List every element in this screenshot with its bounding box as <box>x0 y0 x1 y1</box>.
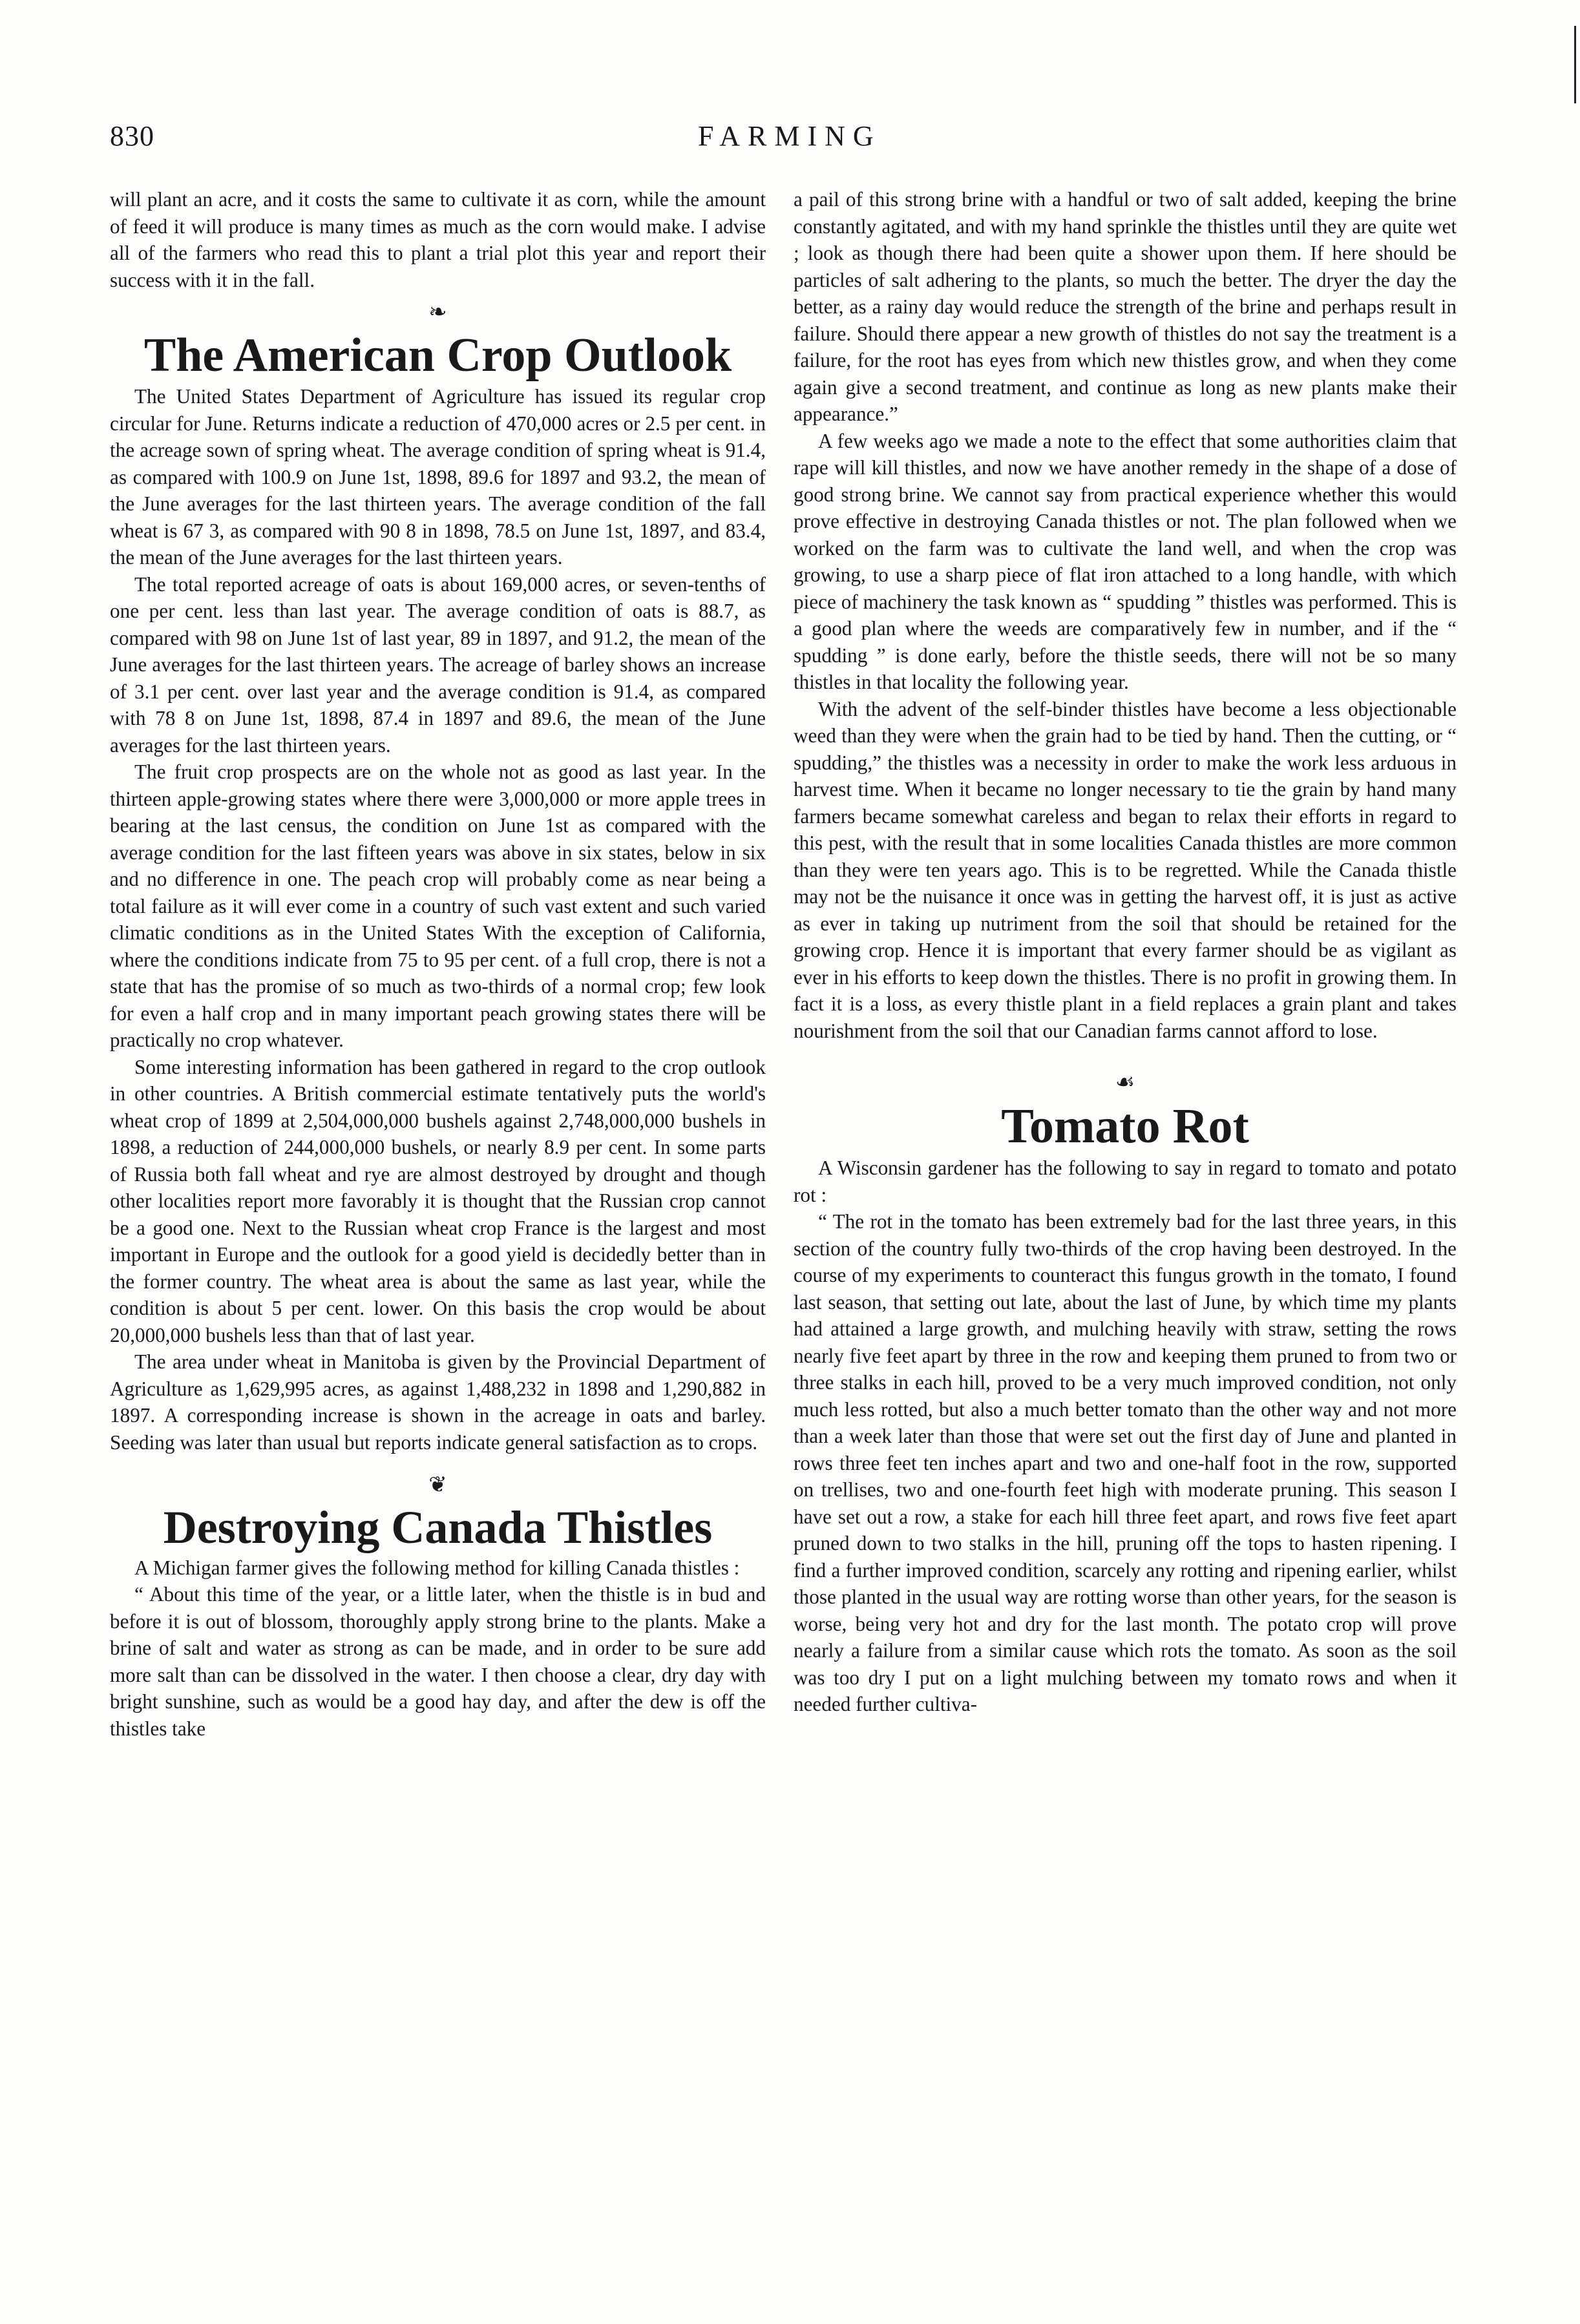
ornament-icon: ❦ <box>428 1473 447 1498</box>
intro-paragraph: will plant an acre, and it costs the same to cultivate it as corn, while the amount of feed it will produce is many times as much as the corn would make. I advise all of the farmers who read this to plant a trial plot this year and report their success with it in the fall. <box>110 188 766 291</box>
right-column <box>794 186 1457 1718</box>
thistle-paragraph: “ About this time of the year, or a little later, when the thistle is in bud and before it is out of blossom, thoroughly apply strong brine to the plants. Make a brine of salt and water as strong as can be made, and in order to be sure add more salt than can be dissolved in the water. I then choose a clear, dry day with bright sunshine, such as would be a good hay day, and after the dew is off the thistles take <box>110 1583 766 1740</box>
crop-paragraph: The area under wheat in Manitoba is given by the Provincial Department of Agriculture as 1,629,995 acres, as against 1,488,232 in 1898 and 1,290,882 in 1897. A corresponding increase is shown in the acreage in oats and barley. Seeding was later than usual but reports indicate general satisfaction as to crops. <box>110 1350 766 1454</box>
crop-paragraph: Some interesting information has been gathered in regard to the crop outlook in other countries. A British commercial estimate tentatively puts the world's wheat crop of 1899 at 2,504,000,000 bushels against 2,748,000,000 bushels in 1898, a reduction of 244,000,000 bushels, or nearly 8.9 per cent. In some parts of Russia both fall wheat and rye are almost destroyed by drought and though other localities report more favorably it is thought that the Russian crop cannot be a good one. Next to the Russian wheat crop France is the largest and most important in Europe and the outlook for a good yield is decidedly better than in the former country. The wheat area is about the same as last year, while the condition is about 5 per cent. lower. On this basis the crop would be about 20,000,000 bushels less than that of last year. <box>110 1055 766 1346</box>
left-column <box>110 186 766 1742</box>
edge-rule <box>1574 26 1576 103</box>
crop-outlook-heading: The American Crop Outlook <box>143 329 732 382</box>
thistle-paragraph: With the advent of the self-binder thistles have become a less objectionable weed than they were when the grain had to be tied by hand. Then the cutting, or “ spudding,” the thistles was a necessity in order to make the work less arduous in harvest time. When it became no longer necessary to tie the grain by hand many farmers became somewhat careless and began to relax their efforts in regard to this pest, with the result that in some localities Canada thistles are more common than they were ten years ago. This is to be regretted. While the Canada thistle may not be the nuisance it once was in getting the harvest off, it is just as active as ever in taking up nutriment from the soil that should be retained for the growing crop. Hence it is important that every farmer should be as vigilant as ever in his efforts to keep down the thistles. There is no profit in growing them. In fact it is a loss, as every thistle plant in a field replaces a grain plant and takes nourishment from the soil that our Canadian farms cannot afford to lose. <box>794 697 1457 1042</box>
crop-paragraph: The United States Department of Agriculture has issued its regular crop circular for June. Returns indicate a reduction of 470,000 acres or 2.5 per cent. in the acreage sown of spring wheat. The average condition of spring wheat is 91.4, as compared with 100.9 on June 1st, 1898, 89.6 for 1897 and 93.2, the mean of the June averages for the last thirteen years. The average condition of the fall wheat is 67 3, as compared with 90 8 in 1898, 78.5 on June 1st, 1897, and 83.4, the mean of the June averages for the last thirteen years. <box>110 385 766 569</box>
ornament-icon: ❧ <box>428 300 447 324</box>
thistle-paragraph: A few weeks ago we made a note to the effect that some authorities claim that rape will kill thistles, and now we have another remedy in the shape of a dose of good strong brine. We cannot say from practical experience whether this would prove effective in destroying Canada thistles or not. The plan followed when we worked on the farm was to cultivate the land well, and when the crop was growing, to use a sharp piece of flat iron attached to a long handle, with which piece of machinery the task known as “ spudding ” thistles was performed. This is a good plan where the weeds are comparatively few in number, and if the “ spudding ” is done early, before the thistle seeds, there will not be so many thistles in that locality the following year. <box>794 429 1457 693</box>
thistle-paragraph: a pail of this strong brine with a handful or two of salt added, keeping the brine constantly agitated, and with my hand sprinkle the thistles until they are quite wet ; look as though there had been quite a shower upon them. If here should be particles of salt adhering to the plants, so much the better. The dryer the day the better, as a rainy day would reduce the strength of the brine and perhaps result in failure. Should there appear a new growth of thistles do not say the treatment is a failure, for the root has eyes from which new thistles grow, and when they come again give a second treatment, and continue as long as new plants make their appearance.” <box>794 188 1457 425</box>
thistles-heading: Destroying Canada Thistles <box>163 1502 713 1554</box>
tomato-paragraph: “ The rot in the tomato has been extremely bad for the last three years, in this section of the country fully two-thirds of the crop having been destroyed. In the course of my experiments to counteract this fungus growth in the tomato, I found last season, that setting out late, about the last of June, by which time my plants had attained a large growth, and mulching heavily with straw, setting the rows nearly five feet apart by three in the row and keeping them pruned to from two or three stalks in each hill, proved to be a very much improved condition, not only much less rotted, but also a much better tomato than the other way and not more than a week later than those that were set out the first day of June and planted in rows three feet ten inches apart and two and one-half foot in the row, supported on trellises, two and one-fourth feet high with moderate pruning. This season I have set out a row, a stake for each hill three feet apart, and rows five feet apart pruned down to two stalks in the hill, pruning off the tops to hasten ripening. I find a further improved condition, scarcely any rotting and ripening earlier, whilst those planted in the usual way are rotting worse than other years, for the season is worse, being very hot and dry for the last month. The potato crop will prove nearly a failure from a similar cause which rots the tomato. As soon as the soil was too dry I put on a light mulching between my tomato rows and when it needed further cultiva- <box>794 1210 1457 1716</box>
crop-paragraph: The total reported acreage of oats is about 169,000 acres, or seven-tenths of one per cent. less than last year. The average condition of oats is 88.7, as compared with 98 on June 1st of last year, 89 in 1897, and 91.2, the mean of the June averages for the last thirteen years. The acreage of barley shows an increase of 3.1 per cent. over last year and the average condition is 91.4, as compared with 78 8 on June 1st, 1898, 87.4 in 1897 and 89.6, the mean of the June averages for the last thirteen years. <box>110 572 766 757</box>
ornament-icon: ☙ <box>1115 1071 1135 1094</box>
thistle-paragraph: A Michigan farmer gives the following method for killing Canada thistles : <box>134 1556 740 1579</box>
tomato-paragraph: A Wisconsin gardener has the following to say in regard to tomato and potato rot : <box>794 1157 1457 1206</box>
tomato-rot-heading: Tomato Rot <box>1001 1099 1249 1153</box>
crop-paragraph: The fruit crop prospects are on the whole not as good as last year. In the thirteen apple-growing states where there were 3,000,000 or more apple trees in bearing at the last census, the condition on June 1st as compared with the average condition for the last fifteen years was above in six states, below in six and no difference in one. The peach crop will probably come as near being a total failure as it will ever come in a country of such vast extent and such varied climatic conditions as in the United States With the exception of California, where the conditions indicate from 75 to 95 per cent. of a full crop, there is not a state that has the promise of so much as two-thirds of a normal crop; few look for even a half crop and in many important peach growing states there will be practically no crop whatever. <box>110 760 766 1052</box>
running-head: FARMING <box>698 120 881 152</box>
page-number: 830 <box>110 120 154 152</box>
